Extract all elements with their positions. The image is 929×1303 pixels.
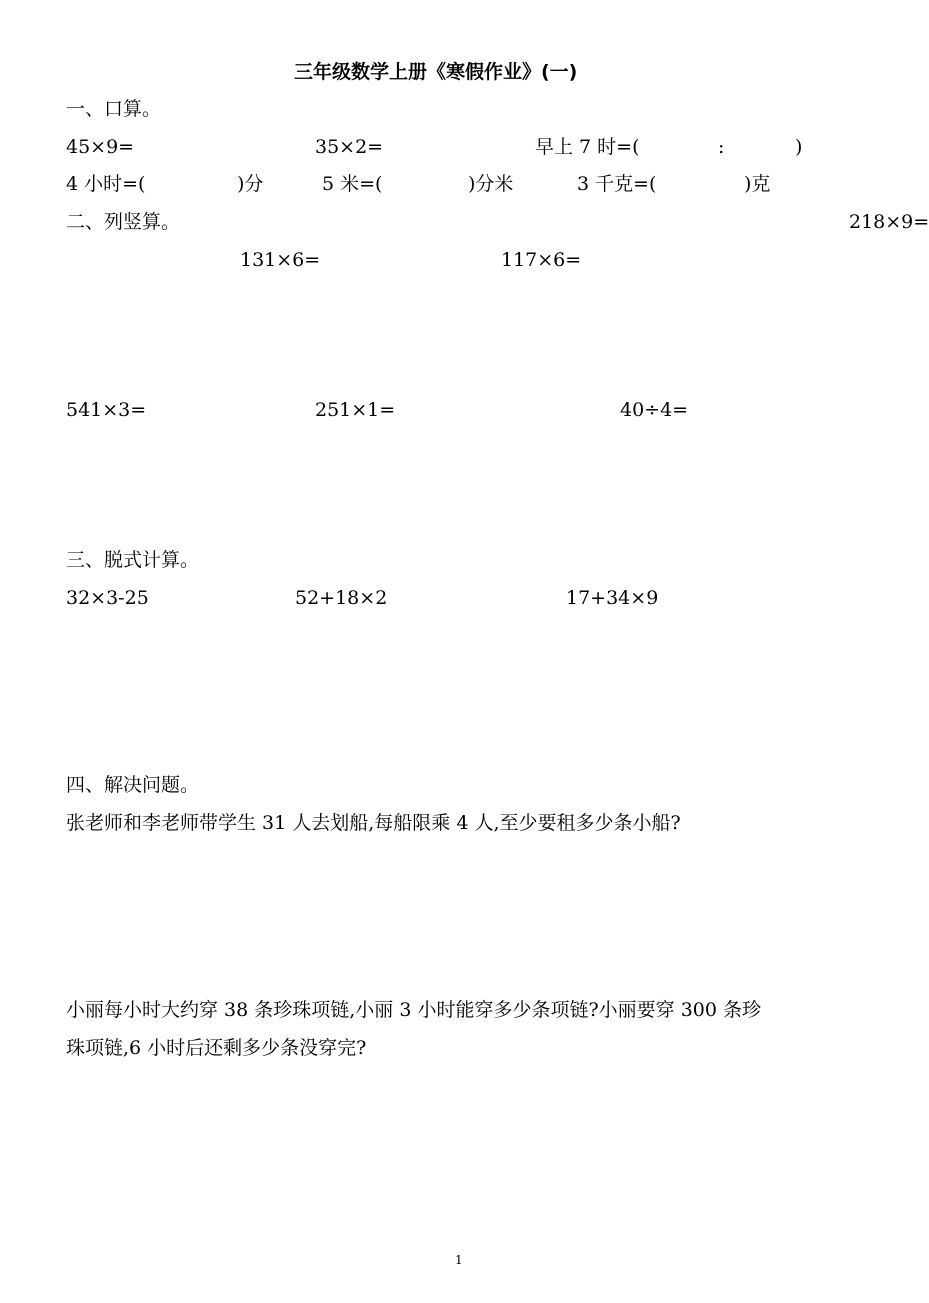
oral-problem-4-prefix: 4 小时=( bbox=[66, 173, 146, 195]
step-problem-1: 32×3-25 bbox=[66, 587, 149, 609]
oral-problem-4-suffix: )分 bbox=[237, 173, 264, 195]
vertical-problem-2: 131×6= bbox=[240, 249, 321, 271]
page-title: 三年级数学上册《寒假作业》(一) bbox=[294, 61, 578, 83]
vertical-problem-4: 541×3= bbox=[66, 399, 147, 421]
vertical-problem-5: 251×1= bbox=[315, 399, 396, 421]
oral-problem-1: 45×9= bbox=[66, 136, 135, 158]
oral-problem-6-prefix: 3 千克=( bbox=[577, 173, 657, 195]
time-colon: : bbox=[718, 136, 725, 158]
section-heading-step-calc: 三、脱式计算。 bbox=[66, 549, 200, 571]
word-problem-1: 张老师和李老师带学生 31 人去划船,每船限乘 4 人,至少要租多少条小船? bbox=[66, 812, 681, 834]
vertical-problem-6: 40÷4= bbox=[620, 399, 689, 421]
step-problem-3: 17+34×9 bbox=[566, 587, 659, 609]
section-heading-word-problems: 四、解决问题。 bbox=[66, 774, 200, 796]
oral-problem-3-close: ) bbox=[795, 136, 803, 158]
section-heading-vertical-calc: 二、列竖算。 bbox=[66, 211, 181, 233]
word-problem-2-line-1: 小丽每小时大约穿 38 条珍珠项链,小丽 3 小时能穿多少条项链?小丽要穿 300 条珍 bbox=[66, 999, 761, 1021]
word-problem-2-line-2: 珠项链,6 小时后还剩多少条没穿完? bbox=[66, 1037, 367, 1059]
section-heading-oral-calc: 一、口算。 bbox=[66, 98, 162, 120]
oral-problem-5-prefix: 5 米=( bbox=[322, 173, 383, 195]
page-number: 1 bbox=[455, 1253, 463, 1267]
step-problem-2: 52+18×2 bbox=[295, 587, 388, 609]
oral-problem-3-prefix: 早上 7 时=( bbox=[535, 136, 640, 158]
oral-problem-6-suffix: )克 bbox=[744, 173, 771, 195]
vertical-problem-3: 117×6= bbox=[501, 249, 582, 271]
oral-problem-5-suffix: )分米 bbox=[468, 173, 514, 195]
oral-problem-2: 35×2= bbox=[315, 136, 384, 158]
vertical-problem-1: 218×9= bbox=[849, 211, 929, 233]
